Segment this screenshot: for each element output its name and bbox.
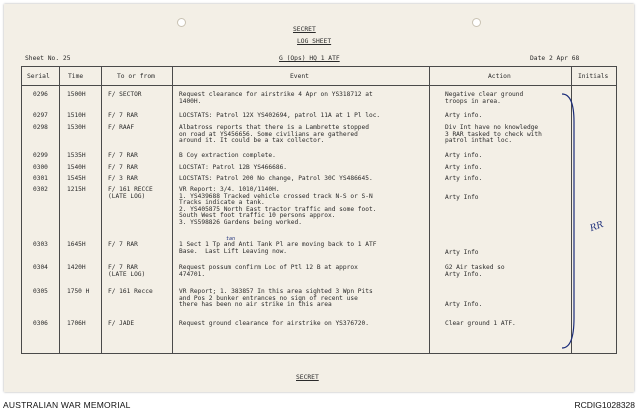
column-header-serial: Serial <box>27 73 50 80</box>
table-rule <box>59 66 60 354</box>
event-cell: Albatross reports that there is a Lambrette stopped on road at YS456656. Some civilians are gathered around it. It could be a tax collector. <box>179 124 369 145</box>
to-from-cell: F/ 161 Recce <box>108 288 153 295</box>
action-cell: Arty info. <box>445 164 483 171</box>
to-from-cell: F/ 161 RECCE (LATE LOG) <box>108 186 153 200</box>
time-cell: 1500H <box>67 91 86 98</box>
event-cell: Request clearance for airstrike 4 Apr on YS318712 at 1400H. <box>179 91 373 105</box>
punch-hole <box>472 18 481 27</box>
column-header-time: Time <box>68 73 84 80</box>
action-cell: G2 Air tasked so Arty Info. <box>445 264 505 278</box>
serial-cell: 0301 <box>33 175 48 182</box>
column-header-to-from: To or from <box>117 73 155 80</box>
serial-cell: 0297 <box>33 112 48 119</box>
serial-cell: 0300 <box>33 164 48 171</box>
time-cell: 1530H <box>67 124 86 131</box>
serial-cell: 0302 <box>33 186 48 193</box>
to-from-cell: F/ 7 RAR <box>108 241 138 248</box>
handwritten-bracket <box>560 92 578 350</box>
event-cell: VR Report: 3/4. 1010/1140H. 1. YS439688 Tracked vehicle crossed track N-S or S-N Tracks indicate a tank. 2. YS405875 North East tractor traffic and some foot. South West foot traffic 10 persons approx. 3. YS598826 Gardens being worked. <box>179 186 377 226</box>
time-cell: 1545H <box>67 175 86 182</box>
time-cell: 1215H <box>67 186 86 193</box>
time-cell: 1420H <box>67 264 86 271</box>
to-from-cell: F/ SECTOR <box>108 91 142 98</box>
serial-cell: 0303 <box>33 241 48 248</box>
time-cell: 1510H <box>67 112 86 119</box>
classification-bottom: SECRET <box>296 374 319 381</box>
to-from-cell: F/ 7 RAR <box>108 164 138 171</box>
serial-cell: 0296 <box>33 91 48 98</box>
table-rule <box>21 353 617 354</box>
column-header-action: Action <box>488 73 511 80</box>
time-cell: 1535H <box>67 152 86 159</box>
unit-heading: G (Ops) HQ 1 ATF <box>279 55 340 62</box>
column-header-initials: Initials <box>578 73 609 80</box>
time-cell: 1540H <box>67 164 86 171</box>
time-cell: 1750 H <box>67 288 90 295</box>
action-cell: Div Int have no knowledge 3 RAR tasked to check with patrol inthat loc. <box>445 124 542 145</box>
time-cell: 1645H <box>67 241 86 248</box>
to-from-cell: F/ JADE <box>108 320 135 327</box>
event-cell: VR Report; 1. 383857 In this area sighted 3 Wpn Pits and Pos 2 bunker entrances no sign of recent use there has been no air strike in this area <box>179 288 373 309</box>
to-from-cell: F/ 7 RAR (LATE LOG) <box>108 264 146 278</box>
table-rule <box>101 66 102 354</box>
action-cell: Arty info. <box>445 175 483 182</box>
event-cell: Request ground clearance for airstrike on YS376720. <box>179 320 369 327</box>
table-rule <box>172 66 173 354</box>
action-cell: Arty Info <box>445 194 479 201</box>
action-cell: Arty info. <box>445 112 483 119</box>
initials-signature: RR <box>588 219 605 235</box>
table-rule <box>21 85 617 86</box>
table-rule <box>616 66 617 354</box>
event-cell: LOCSTAT: Patrol 12B YS466686. <box>179 164 288 171</box>
to-from-cell: F/ RAAF <box>108 124 135 131</box>
to-from-cell: F/ 7 RAR <box>108 152 138 159</box>
to-from-cell: F/ 7 RAR <box>108 112 138 119</box>
column-header-event: Event <box>290 73 309 80</box>
table-rule <box>21 66 617 67</box>
table-rule <box>429 66 430 354</box>
event-cell: LOCSTATS: Patrol 12X YS402694, patrol 11A at 1 Pl loc. <box>179 112 381 119</box>
classification-top: SECRET <box>293 26 316 33</box>
handwritten-note: tan <box>226 236 236 242</box>
action-cell: Negative clear ground troops in area. <box>445 91 524 105</box>
serial-cell: 0306 <box>33 320 48 327</box>
serial-cell: 0298 <box>33 124 48 131</box>
punch-hole <box>177 18 186 27</box>
log-title: LOG SHEET <box>297 38 332 45</box>
archive-reference: RCDIG1028328 <box>574 400 635 410</box>
event-cell: 1 Sect 1 Tp and Anti Tank Pl are moving back to 1 ATF Base. Last Lift Leaving now. <box>179 241 377 255</box>
event-cell: B Coy extraction complete. <box>179 152 276 159</box>
to-from-cell: F/ 3 RAR <box>108 175 138 182</box>
serial-cell: 0304 <box>33 264 48 271</box>
sheet-number: Sheet No. 25 <box>25 55 71 62</box>
event-cell: Request possum confirm Loc of Ptl 12 B at approx 474701. <box>179 264 358 278</box>
action-cell: Arty Info <box>445 249 479 256</box>
table-rule <box>21 66 22 354</box>
action-cell: Arty info. <box>445 152 483 159</box>
action-cell: Clear ground 1 ATF. <box>445 320 516 327</box>
event-cell: LOCSTATS: Patrol 200 No change, Patrol 30C YS486645. <box>179 175 373 182</box>
archive-caption: AUSTRALIAN WAR MEMORIAL <box>3 400 131 410</box>
time-cell: 1706H <box>67 320 86 327</box>
action-cell: Arty Info. <box>445 301 483 309</box>
serial-cell: 0299 <box>33 152 48 159</box>
serial-cell: 0305 <box>33 288 48 295</box>
log-date: Date 2 Apr 68 <box>530 55 580 62</box>
